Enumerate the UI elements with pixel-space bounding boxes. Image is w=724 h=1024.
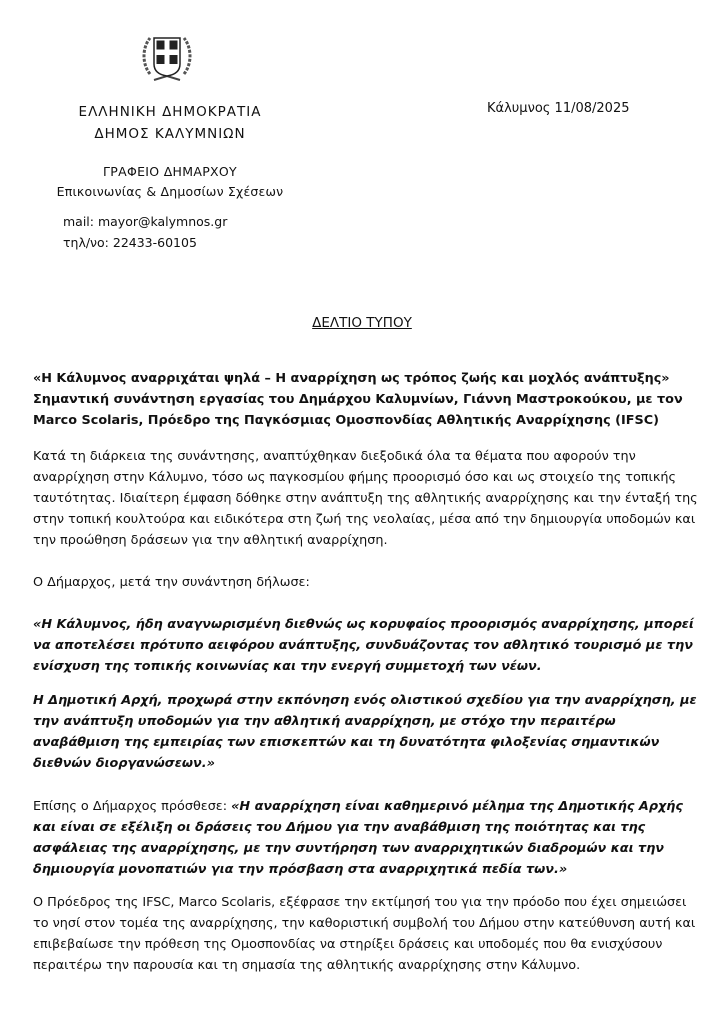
paragraph-2: Ο Δήμαρχος, μετά την συνάντηση δήλωσε:	[33, 575, 310, 590]
document-date: Κάλυμνος 11/08/2025	[487, 101, 630, 116]
contact-email: mail: mayor@kalymnos.gr	[63, 214, 228, 229]
contact-phone: τηλ/νο: 22433-60105	[63, 235, 197, 250]
subheadline: Σημαντική συνάντηση εργασίας του Δημάρχου Καλυμνίων, Γιάννη Μαστροκούκου, με τον Marco Scolaris, Πρόεδρο της Παγκόσμιας Ομοσπονδίας Αθλητικής Αναρρίχησης (IFSC)	[33, 392, 683, 428]
paragraph-1: Κατά τη διάρκεια της συνάντησης, αναπτύχθηκαν διεξοδικά όλα τα θέματα που αφορούν την αναρρίχηση στην Κάλυμνο, τόσο ως παγκοσμίου φήμης προορισμό όσο και ως στοιχείο της τοπικής ταυτότητας. Ιδιαίτερη έμφαση δόθηκε στην ανάπτυξη της αθλητικής αναρρίχησης και την ένταξή της στην τοπική κουλτούρα και ειδικότερα στη ζωή της νεολαίας, μέσα από την δημιουργία υποδομών και την προώθηση δράσεων για την αθλητική αναρρίχηση.	[33, 449, 698, 548]
municipality-heading: ΔΗΜΟΣ ΚΑΛΥΜΝΙΩΝ	[94, 126, 246, 142]
greek-coat-of-arms-icon	[140, 30, 194, 86]
document-title: ΔΕΛΤΙΟ ΤΥΠΟΥ	[312, 315, 412, 331]
paragraph-4: Ο Πρόεδρος της IFSC, Marco Scolaris, εξέφρασε την εκτίμησή του για την πρόοδο που έχει σημειώσει το νησί στον τομέα της αναρρίχησης, την καθοριστική συμβολή του Δήμου στην κατεύθυνση αυτή και επιβεβαίωσε την πρόθεση της Ομοσπονδίας να στηρίξει δράσεις και υποδομές που θα ενισχύσουν περαιτέρω την παρουσία και τη σημασία της αθλητικής αναρρίχησης στην Κάλυμνο.	[33, 895, 696, 973]
paragraph-3	[33, 796, 703, 880]
paragraph-3-quote: «Η αναρρίχηση είναι καθημερινό μέλημα της Δημοτικής Αρχής και είναι σε εξέλιξη οι δράσεις του Δήμου για την αναβάθμιση της ποιότητας και της ασφάλειας της αναρρίχησης, με την συντήρηση των αναρριχητικών διαδρομών και την δημιουργία μονοπατιών για την πρόσβαση στα αναρριχητικά πεδία των.»	[33, 799, 683, 877]
office-heading: ΓΡΑΦΕΙΟ ΔΗΜΑΡΧΟΥ	[103, 164, 237, 179]
headline-block	[33, 368, 703, 431]
department-heading: Επικοινωνίας & Δημοσίων Σχέσεων	[56, 184, 284, 199]
paragraph-3-intro: Επίσης ο Δήμαρχος πρόσθεσε:	[33, 799, 232, 814]
mayor-quote-2: Η Δημοτική Αρχή, προχωρά στην εκπόνηση ενός ολιστικού σχεδίου για την αναρρίχηση, με την ανάπτυξη υποδομών για την αθλητική αναρρίχηση, με στόχο την περαιτέρω αναβάθμιση της εμπειρίας των επισκεπτών και τη δυνατότητα φιλοξενίας σημαντικών διεθνών διοργανώσεων.»	[33, 693, 697, 771]
republic-heading: ΕΛΛΗΝΙΚΗ ΔΗΜΟΚΡΑΤΙΑ	[78, 104, 262, 120]
headline: «Η Κάλυμνος αναρριχάται ψηλά – Η αναρρίχηση ως τρόπος ζωής και μοχλός ανάπτυξης»	[33, 371, 670, 386]
mayor-quote-1: «Η Κάλυμνος, ήδη αναγνωρισμένη διεθνώς ως κορυφαίος προορισμός αναρρίχησης, μπορεί να αποτελέσει πρότυπο αειφόρου ανάπτυξης, συνδυάζοντας τον αθλητικό τουρισμό με την ενίσχυση της τοπικής κοινωνίας και την ενεργή συμμετοχή των νέων.	[33, 617, 694, 674]
